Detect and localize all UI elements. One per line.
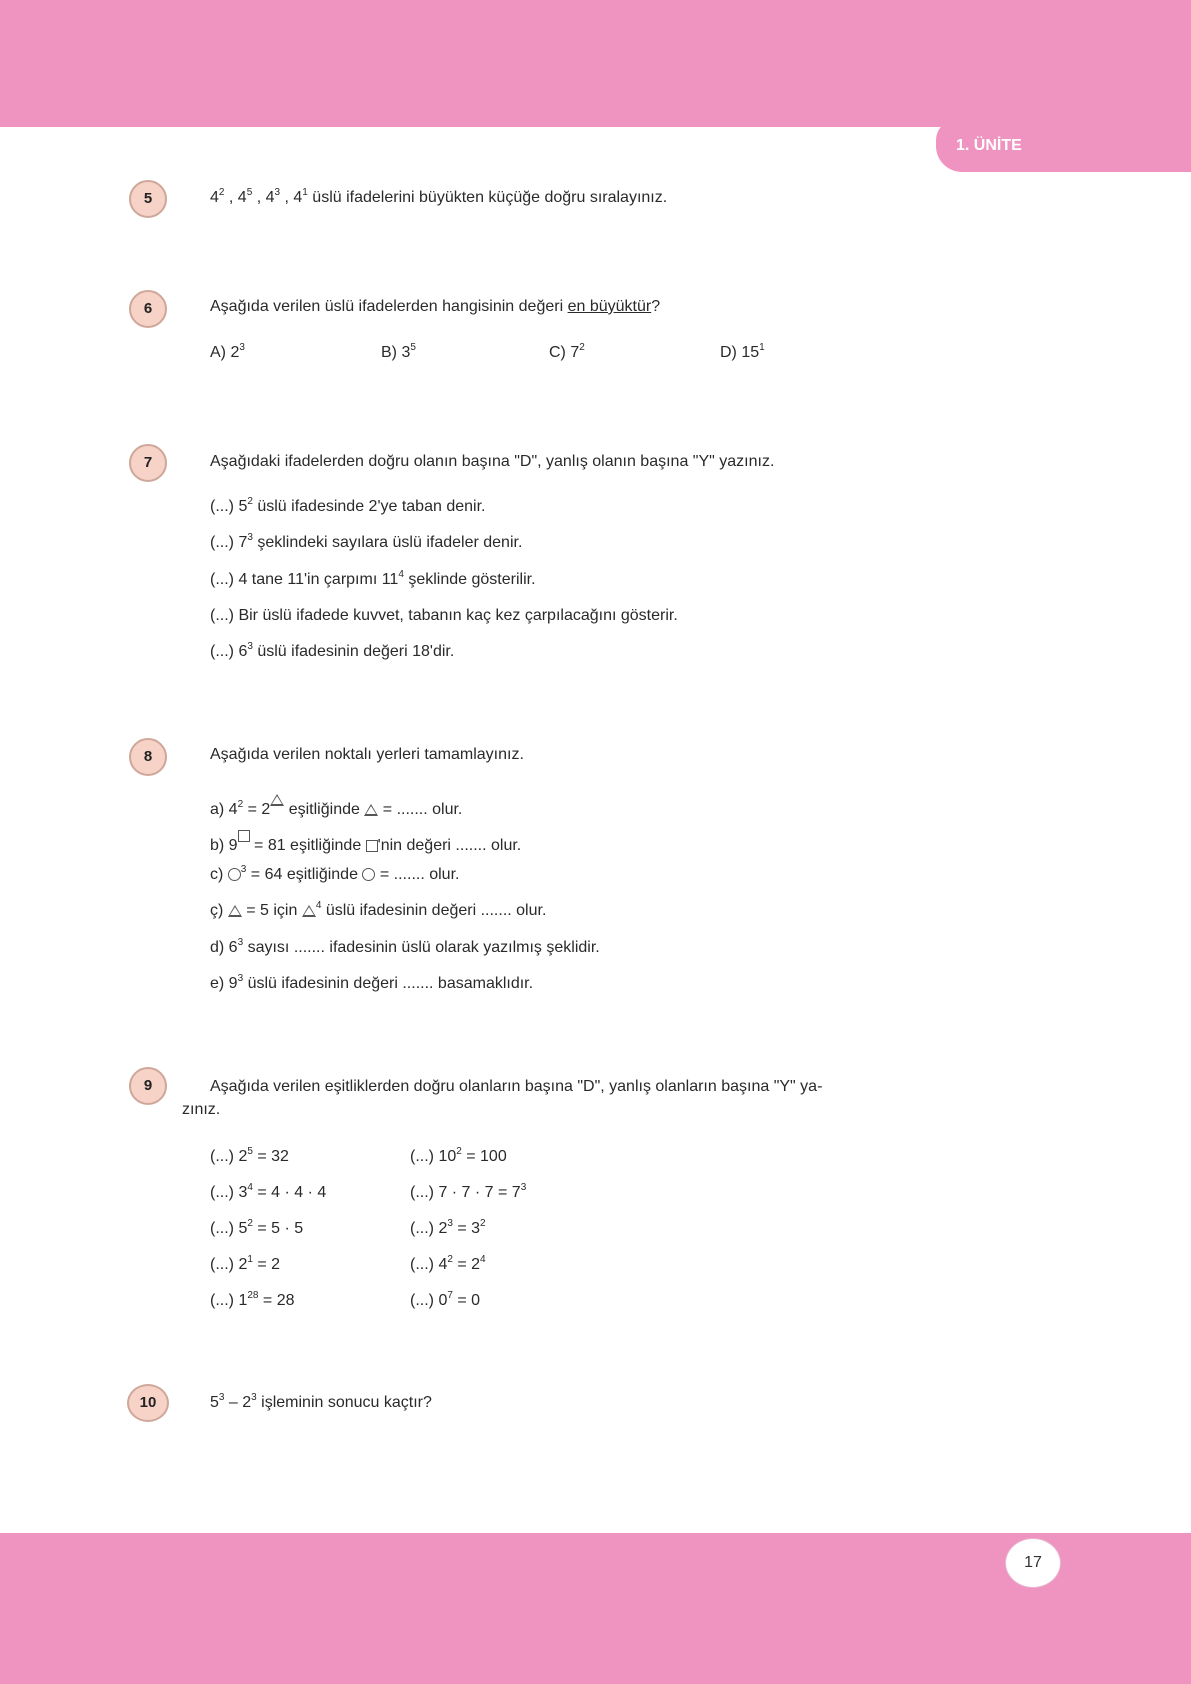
triangle-icon [270,794,284,806]
list-item: (...) $7^3$ şeklindeki sayılara üslü ifadeler denir. [210,532,523,551]
unit-label: 1. ÜNİTE [956,137,1022,154]
list-item: (...) 4 tane 11'in çarpımı $11^4$ şeklinde gösterilir. [210,569,536,588]
question-5-text: $4^2$ , $4^5$ , $4^3$ , $4^1$ üslü ifadelerini büyükten küçüğe doğru sıralayınız. [210,187,668,206]
fill-item-d: d) $6^3$ sayısı ....... ifadesinin üslü olarak yazılmış şeklidir. [210,937,600,956]
option-a[interactable]: A) $2^3$ [210,342,245,361]
square-icon [366,840,378,852]
triangle-icon [364,804,378,816]
table-row: (...) $0^7 = 0$ [410,1290,481,1309]
fill-item-c-cedilla: ç) = 5 için $^4$ üslü ifadesinin değeri ....... olur. [210,900,547,919]
table-row: (...) $7 \cdot 7 \cdot 7 = 7^3$ [410,1182,527,1201]
option-d[interactable]: D) $15^1$ [720,342,765,361]
question-9-prompt-cont: zınız. [182,1101,221,1118]
question-7-badge: 7 [129,444,167,482]
page-number: 17 [1005,1538,1061,1588]
circle-icon [228,868,241,881]
table-row: (...) $2^5 = 32$ [210,1146,289,1165]
fill-item-b: b) 9 = 81 eşitliğinde 'nin değeri ....... olur. [210,830,521,855]
fill-item-c: c) $^3$ = 64 eşitliğinde = ....... olur. [210,864,460,883]
table-row: (...) $2^1 = 2$ [210,1254,281,1273]
table-row: (...) $4^2 = 2^4$ [410,1254,486,1273]
list-item: (...) Bir üslü ifadede kuvvet, tabanın kaç kez çarpılacağını gösterir. [210,607,678,624]
top-banner [0,0,1191,127]
table-row: (...) $3^4 = 4 \cdot 4 \cdot 4$ [210,1182,327,1201]
circle-icon [362,868,375,881]
fill-item-e: e) $9^3$ üslü ifadesinin değeri ....... basamaklıdır. [210,973,534,992]
option-c[interactable]: C) $7^2$ [549,342,585,361]
table-row: (...) $5^2 = 5 \cdot 5$ [210,1218,304,1237]
square-icon [238,830,250,842]
list-item: (...) $6^3$ üslü ifadesinin değeri 18'dir. [210,641,455,660]
question-10-text: $5^3 - 2^3$ işleminin sonucu kaçtır? [210,1392,432,1411]
question-9-prompt: Aşağıda verilen eşitliklerden doğru olanların başına "D", yanlış olanların başına "Y" ya- [210,1078,823,1095]
triangle-icon [302,905,316,917]
question-6-prompt: Aşağıda verilen üslü ifadelerden hangisinin değeri en büyüktür? [210,298,661,315]
table-row: (...) $2^3 = 3^2$ [410,1218,486,1237]
triangle-icon [228,905,242,917]
question-7-prompt: Aşağıdaki ifadelerden doğru olanın başına "D", yanlış olanın başına "Y" yazınız. [210,453,775,470]
question-8-prompt: Aşağıda verilen noktalı yerleri tamamlayınız. [210,746,524,763]
table-row: (...) $1^{28} = 28$ [210,1290,295,1309]
option-b[interactable]: B) $3^5$ [381,342,416,361]
table-row: (...) $10^2 = 100$ [410,1146,507,1165]
question-6-badge: 6 [129,290,167,328]
question-5-badge: 5 [129,180,167,218]
question-9-badge: 9 [129,1067,167,1105]
fill-item-a: a) $4^2 = 2$ eşitliğinde = ....... olur. [210,794,462,819]
unit-tab [936,120,1191,172]
list-item: (...) $5^2$ üslü ifadesinde 2'ye taban denir. [210,496,486,515]
question-10-badge: 10 [127,1384,169,1422]
question-8-badge: 8 [129,738,167,776]
